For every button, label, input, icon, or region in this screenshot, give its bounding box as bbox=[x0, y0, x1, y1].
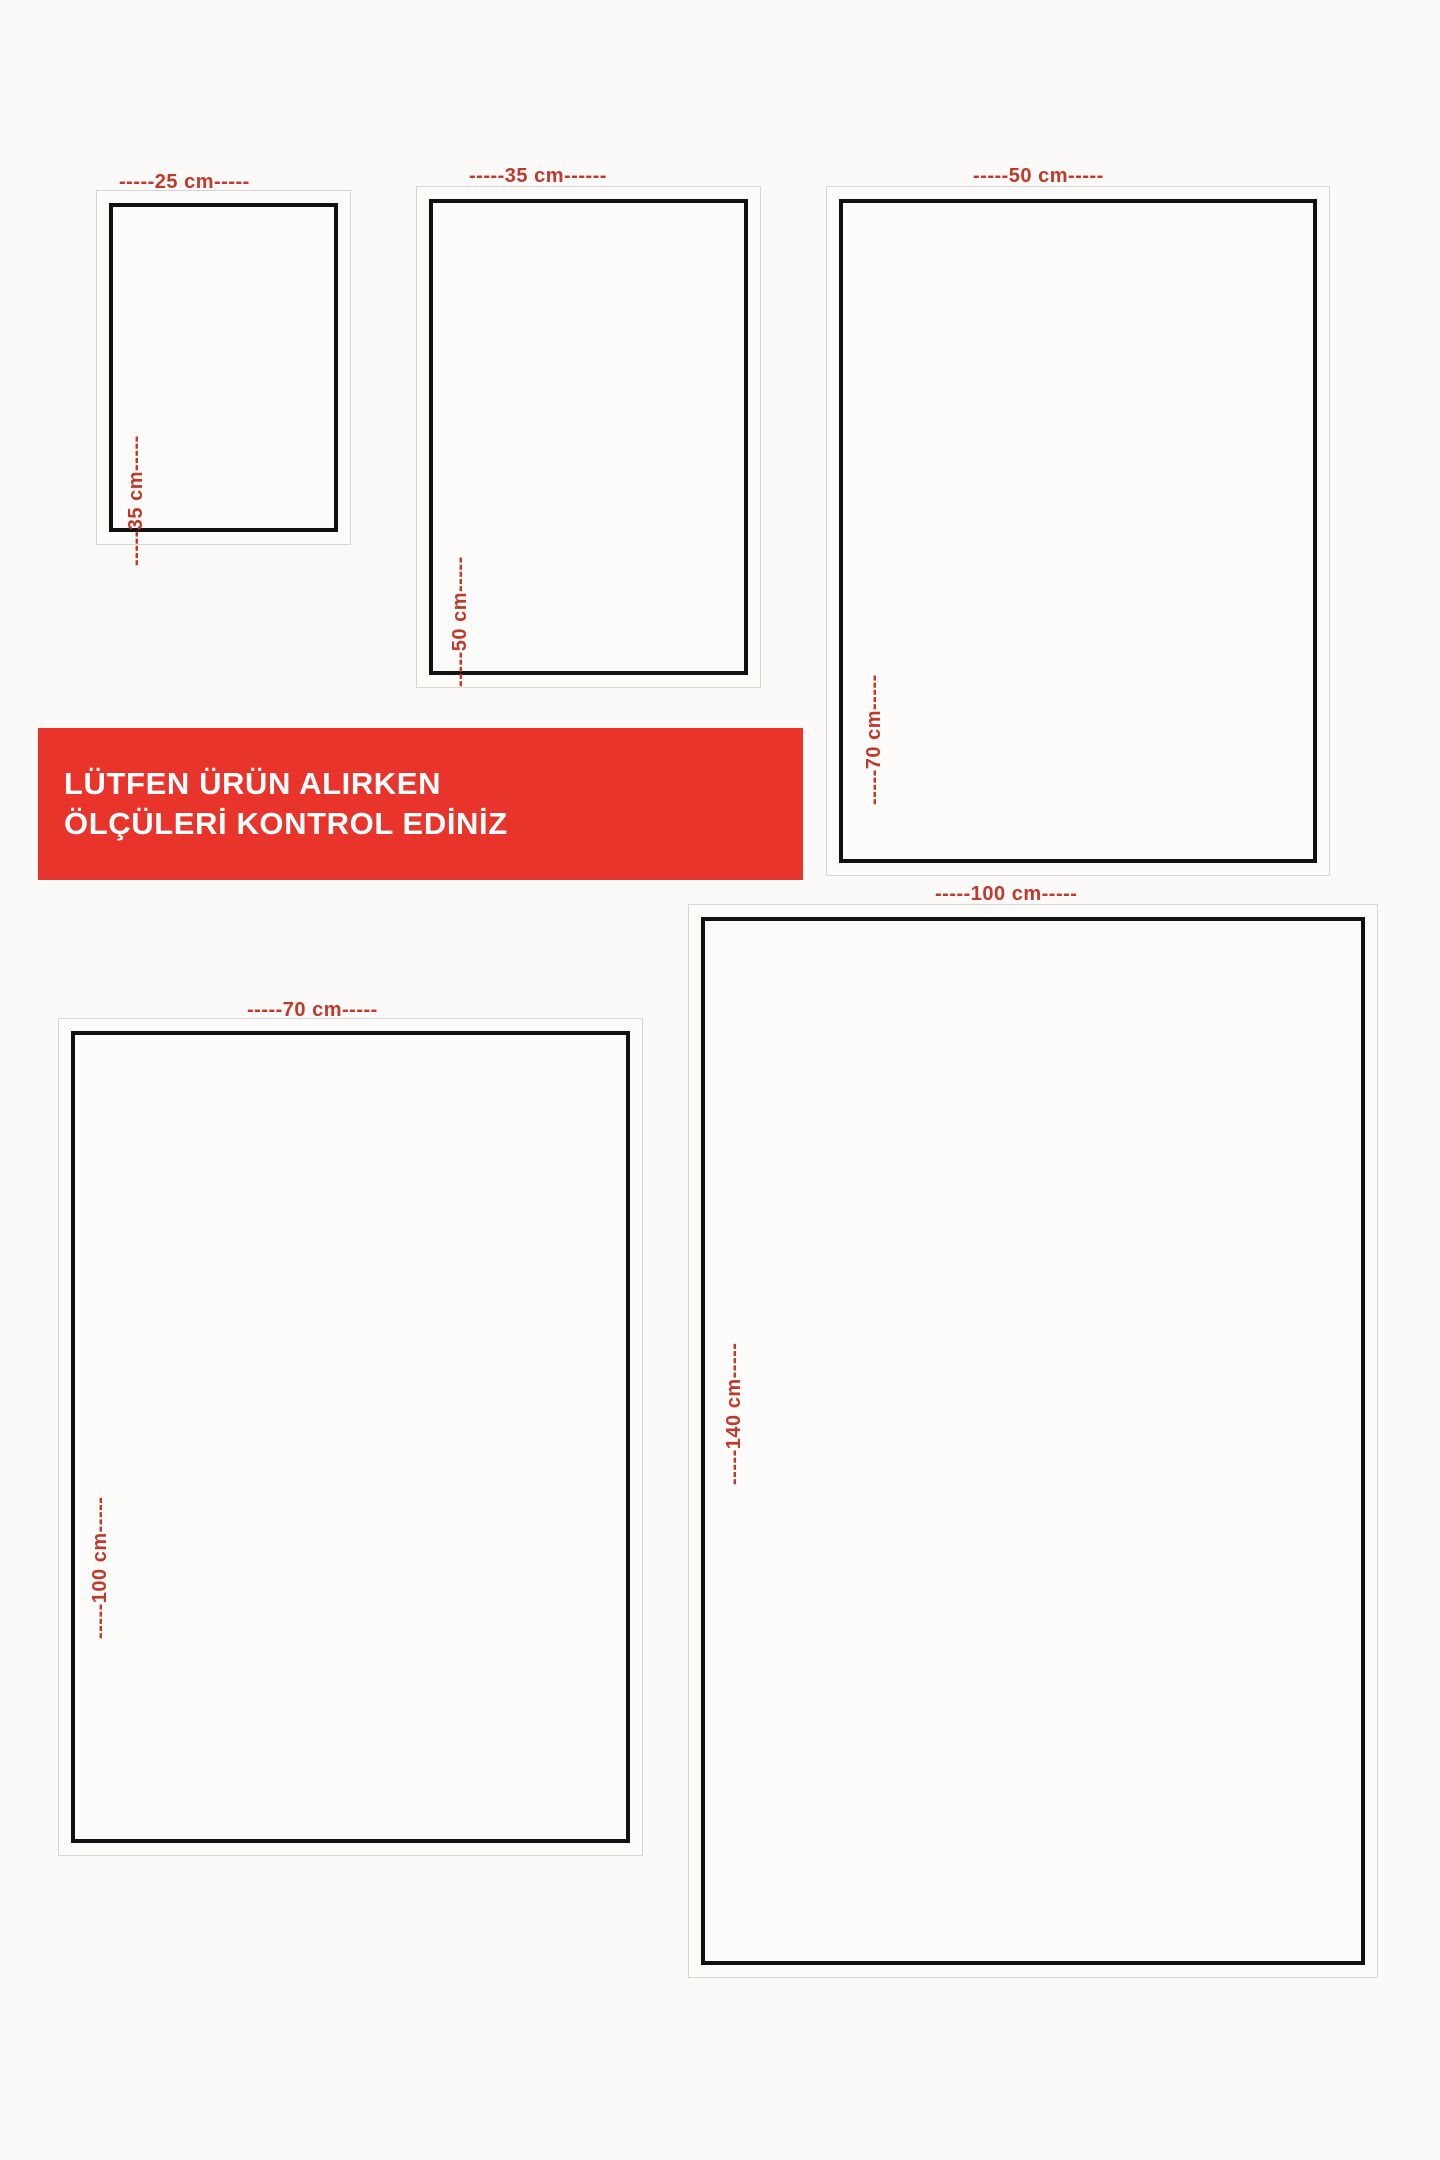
frame-50x70-width-label: -----50 cm----- bbox=[973, 165, 1104, 187]
frame-35x50-height-label: -----50 cm----- bbox=[449, 556, 471, 687]
frame-35x50-width-label: -----35 cm------ bbox=[469, 165, 607, 187]
frame-100x140-inner bbox=[701, 917, 1365, 1965]
frame-25x35 bbox=[96, 171, 351, 566]
frame-100x140-height-label: -----140 cm----- bbox=[723, 1342, 745, 1485]
frame-35x50 bbox=[416, 165, 761, 688]
frame-35x50-inner bbox=[429, 199, 748, 675]
frame-50x70-height-label: -----70 cm----- bbox=[863, 674, 885, 805]
frame-25x35-width-label: -----25 cm----- bbox=[119, 171, 250, 193]
frame-25x35-height-label: -----35 cm----- bbox=[125, 435, 147, 566]
frame-100x140 bbox=[688, 883, 1378, 1978]
frame-50x70-inner bbox=[839, 199, 1317, 863]
frame-70x100-height-label: -----100 cm----- bbox=[89, 1496, 111, 1639]
notice-line-2: ÖLÇÜLERİ KONTROL EDİNİZ bbox=[64, 806, 508, 841]
frame-70x100-inner bbox=[71, 1031, 630, 1843]
frame-100x140-width-label: -----100 cm----- bbox=[935, 883, 1078, 905]
frame-70x100-width-label: -----70 cm----- bbox=[247, 999, 378, 1021]
notice-line-1: LÜTFEN ÜRÜN ALIRKEN bbox=[64, 766, 442, 802]
notice-banner bbox=[38, 728, 803, 880]
frame-50x70 bbox=[826, 165, 1330, 876]
frame-70x100 bbox=[58, 999, 643, 1856]
